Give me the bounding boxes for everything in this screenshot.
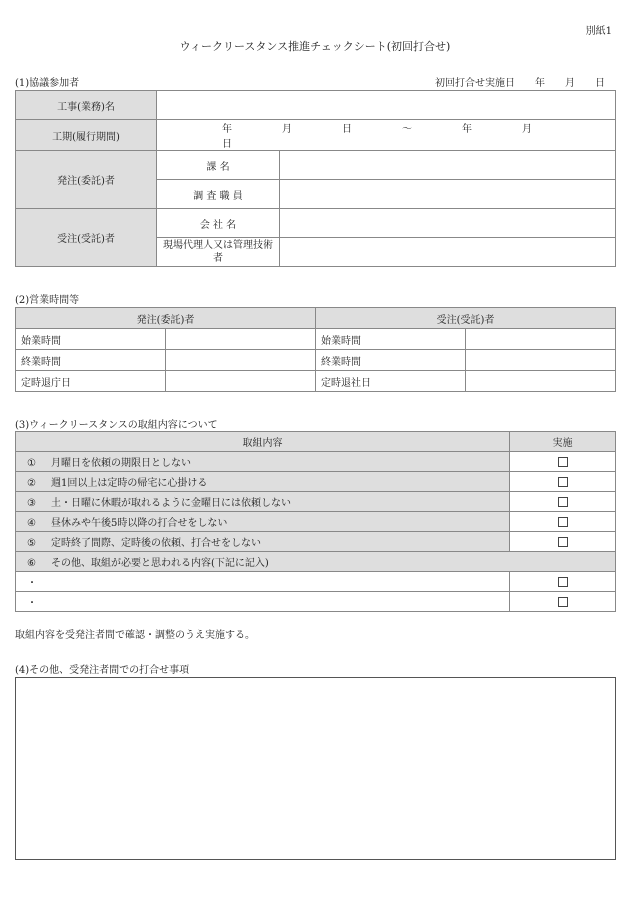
initiative-text: 昼休みや午後5時以降の打合せをしない (51, 518, 228, 529)
initiative-check-cell (510, 492, 616, 512)
contractor-end-time-label: 終業時間 (316, 350, 466, 371)
initiative-number: ⑥ (27, 558, 36, 569)
initiative-number: ③ (27, 498, 36, 509)
initiative-item (16, 512, 510, 532)
initiative-check-cell (510, 592, 616, 612)
period-start-month: 月 (282, 124, 292, 135)
meeting-date-label: 初回打合せ実施日 (435, 78, 515, 89)
client-staff-label: 調 査 職 員 (157, 180, 280, 209)
client-division-label: 課 名 (157, 151, 280, 180)
section4-heading: (4)その他、受発注者間での打合せ事項 (15, 665, 190, 676)
bullet: ・ (27, 578, 37, 589)
client-hours-header: 発注(委託)者 (16, 308, 316, 329)
checkbox[interactable] (558, 597, 568, 607)
period-end-day: 日 (222, 139, 232, 150)
bullet: ・ (27, 598, 37, 609)
meeting-date-day: 日 (595, 78, 605, 89)
period-end-year: 年 (462, 124, 472, 135)
checkbox[interactable] (558, 517, 568, 527)
client-staff-field[interactable] (280, 180, 616, 209)
contractor-leave-day-field[interactable] (466, 371, 616, 392)
client-end-time-label: 終業時間 (16, 350, 166, 371)
project-name-field[interactable] (157, 91, 616, 120)
client-leave-day-label: 定時退庁日 (16, 371, 166, 392)
custom-initiative-field[interactable] (16, 592, 510, 612)
client-leave-day-field[interactable] (166, 371, 316, 392)
initiative-check-cell (510, 532, 616, 552)
initiative-other-row (16, 552, 616, 572)
participants-table (15, 90, 616, 267)
other-matters-textbox[interactable] (15, 677, 616, 860)
document-title: ウィークリースタンス推進チェックシート(初回打合せ) (179, 40, 451, 53)
initiatives-table (15, 431, 616, 612)
client-end-time-field[interactable] (166, 350, 316, 371)
client-division-field[interactable] (280, 151, 616, 180)
period-start-year: 年 (222, 124, 232, 135)
contractor-start-time-field[interactable] (466, 329, 616, 350)
section3-heading: (3)ウィークリースタンスの取組内容について (15, 420, 218, 431)
contractor-end-time-field[interactable] (466, 350, 616, 371)
contractor-company-field[interactable] (280, 209, 616, 238)
period-start-day: 日 (342, 124, 352, 135)
checkbox[interactable] (558, 537, 568, 547)
initiative-number: ① (27, 458, 36, 469)
initiative-number: ⑤ (27, 538, 36, 549)
initiative-text: 週1回以上は定時の帰宅に心掛ける (51, 478, 208, 489)
contractor-start-time-label: 始業時間 (316, 329, 466, 350)
initiative-text: 月曜日を依頼の期限日としない (51, 458, 191, 469)
project-name-label: 工事(業務)名 (16, 91, 157, 120)
period-end-month: 月 (522, 124, 532, 135)
section2-heading: (2)営業時間等 (15, 295, 80, 306)
initiative-text: 定時終了間際、定時後の依頼、打合せをしない (51, 538, 261, 549)
contractor-label: 受注(受託)者 (16, 209, 157, 267)
client-start-time-field[interactable] (166, 329, 316, 350)
meeting-date-month: 月 (565, 78, 575, 89)
meeting-date (435, 74, 605, 89)
initiative-check-cell (510, 572, 616, 592)
checkbox[interactable] (558, 477, 568, 487)
initiative-item (16, 532, 510, 552)
checkbox[interactable] (558, 497, 568, 507)
initiative-number: ④ (27, 518, 36, 529)
initiative-check-cell (510, 512, 616, 532)
annex-label: 別紙1 (585, 26, 612, 37)
initiative-number: ② (27, 478, 36, 489)
custom-initiative-field[interactable] (16, 572, 510, 592)
initiative-item (16, 472, 510, 492)
period-label: 工期(履行期間) (16, 120, 157, 151)
business-hours-table (15, 307, 616, 392)
initiative-check-cell (510, 472, 616, 492)
initiative-item (16, 492, 510, 512)
contractor-agent-field[interactable] (280, 238, 616, 267)
contractor-hours-header: 受注(受託)者 (316, 308, 616, 329)
period-separator: ～ (402, 124, 412, 135)
initiatives-note: 取組内容を受発注者間で確認・調整のうえ実施する。 (15, 630, 255, 641)
initiative-done-header: 実施 (510, 432, 616, 452)
meeting-date-year: 年 (535, 78, 545, 89)
section1-heading: (1)協議参加者 (15, 78, 80, 89)
client-label: 発注(委託)者 (16, 151, 157, 209)
checkbox[interactable] (558, 577, 568, 587)
contractor-leave-day-label: 定時退社日 (316, 371, 466, 392)
initiative-text: 土・日曜に休暇が取れるように金曜日には依頼しない (51, 498, 291, 509)
initiative-content-header: 取組内容 (16, 432, 510, 452)
initiative-check-cell (510, 452, 616, 472)
period-field[interactable] (157, 120, 616, 151)
client-start-time-label: 始業時間 (16, 329, 166, 350)
contractor-company-label: 会 社 名 (157, 209, 280, 238)
checkbox[interactable] (558, 457, 568, 467)
contractor-agent-label: 現場代理人又は管理技術者 (157, 238, 280, 267)
initiative-other-text: その他、取組が必要と思われる内容(下記に記入) (51, 558, 269, 569)
initiative-item (16, 452, 510, 472)
